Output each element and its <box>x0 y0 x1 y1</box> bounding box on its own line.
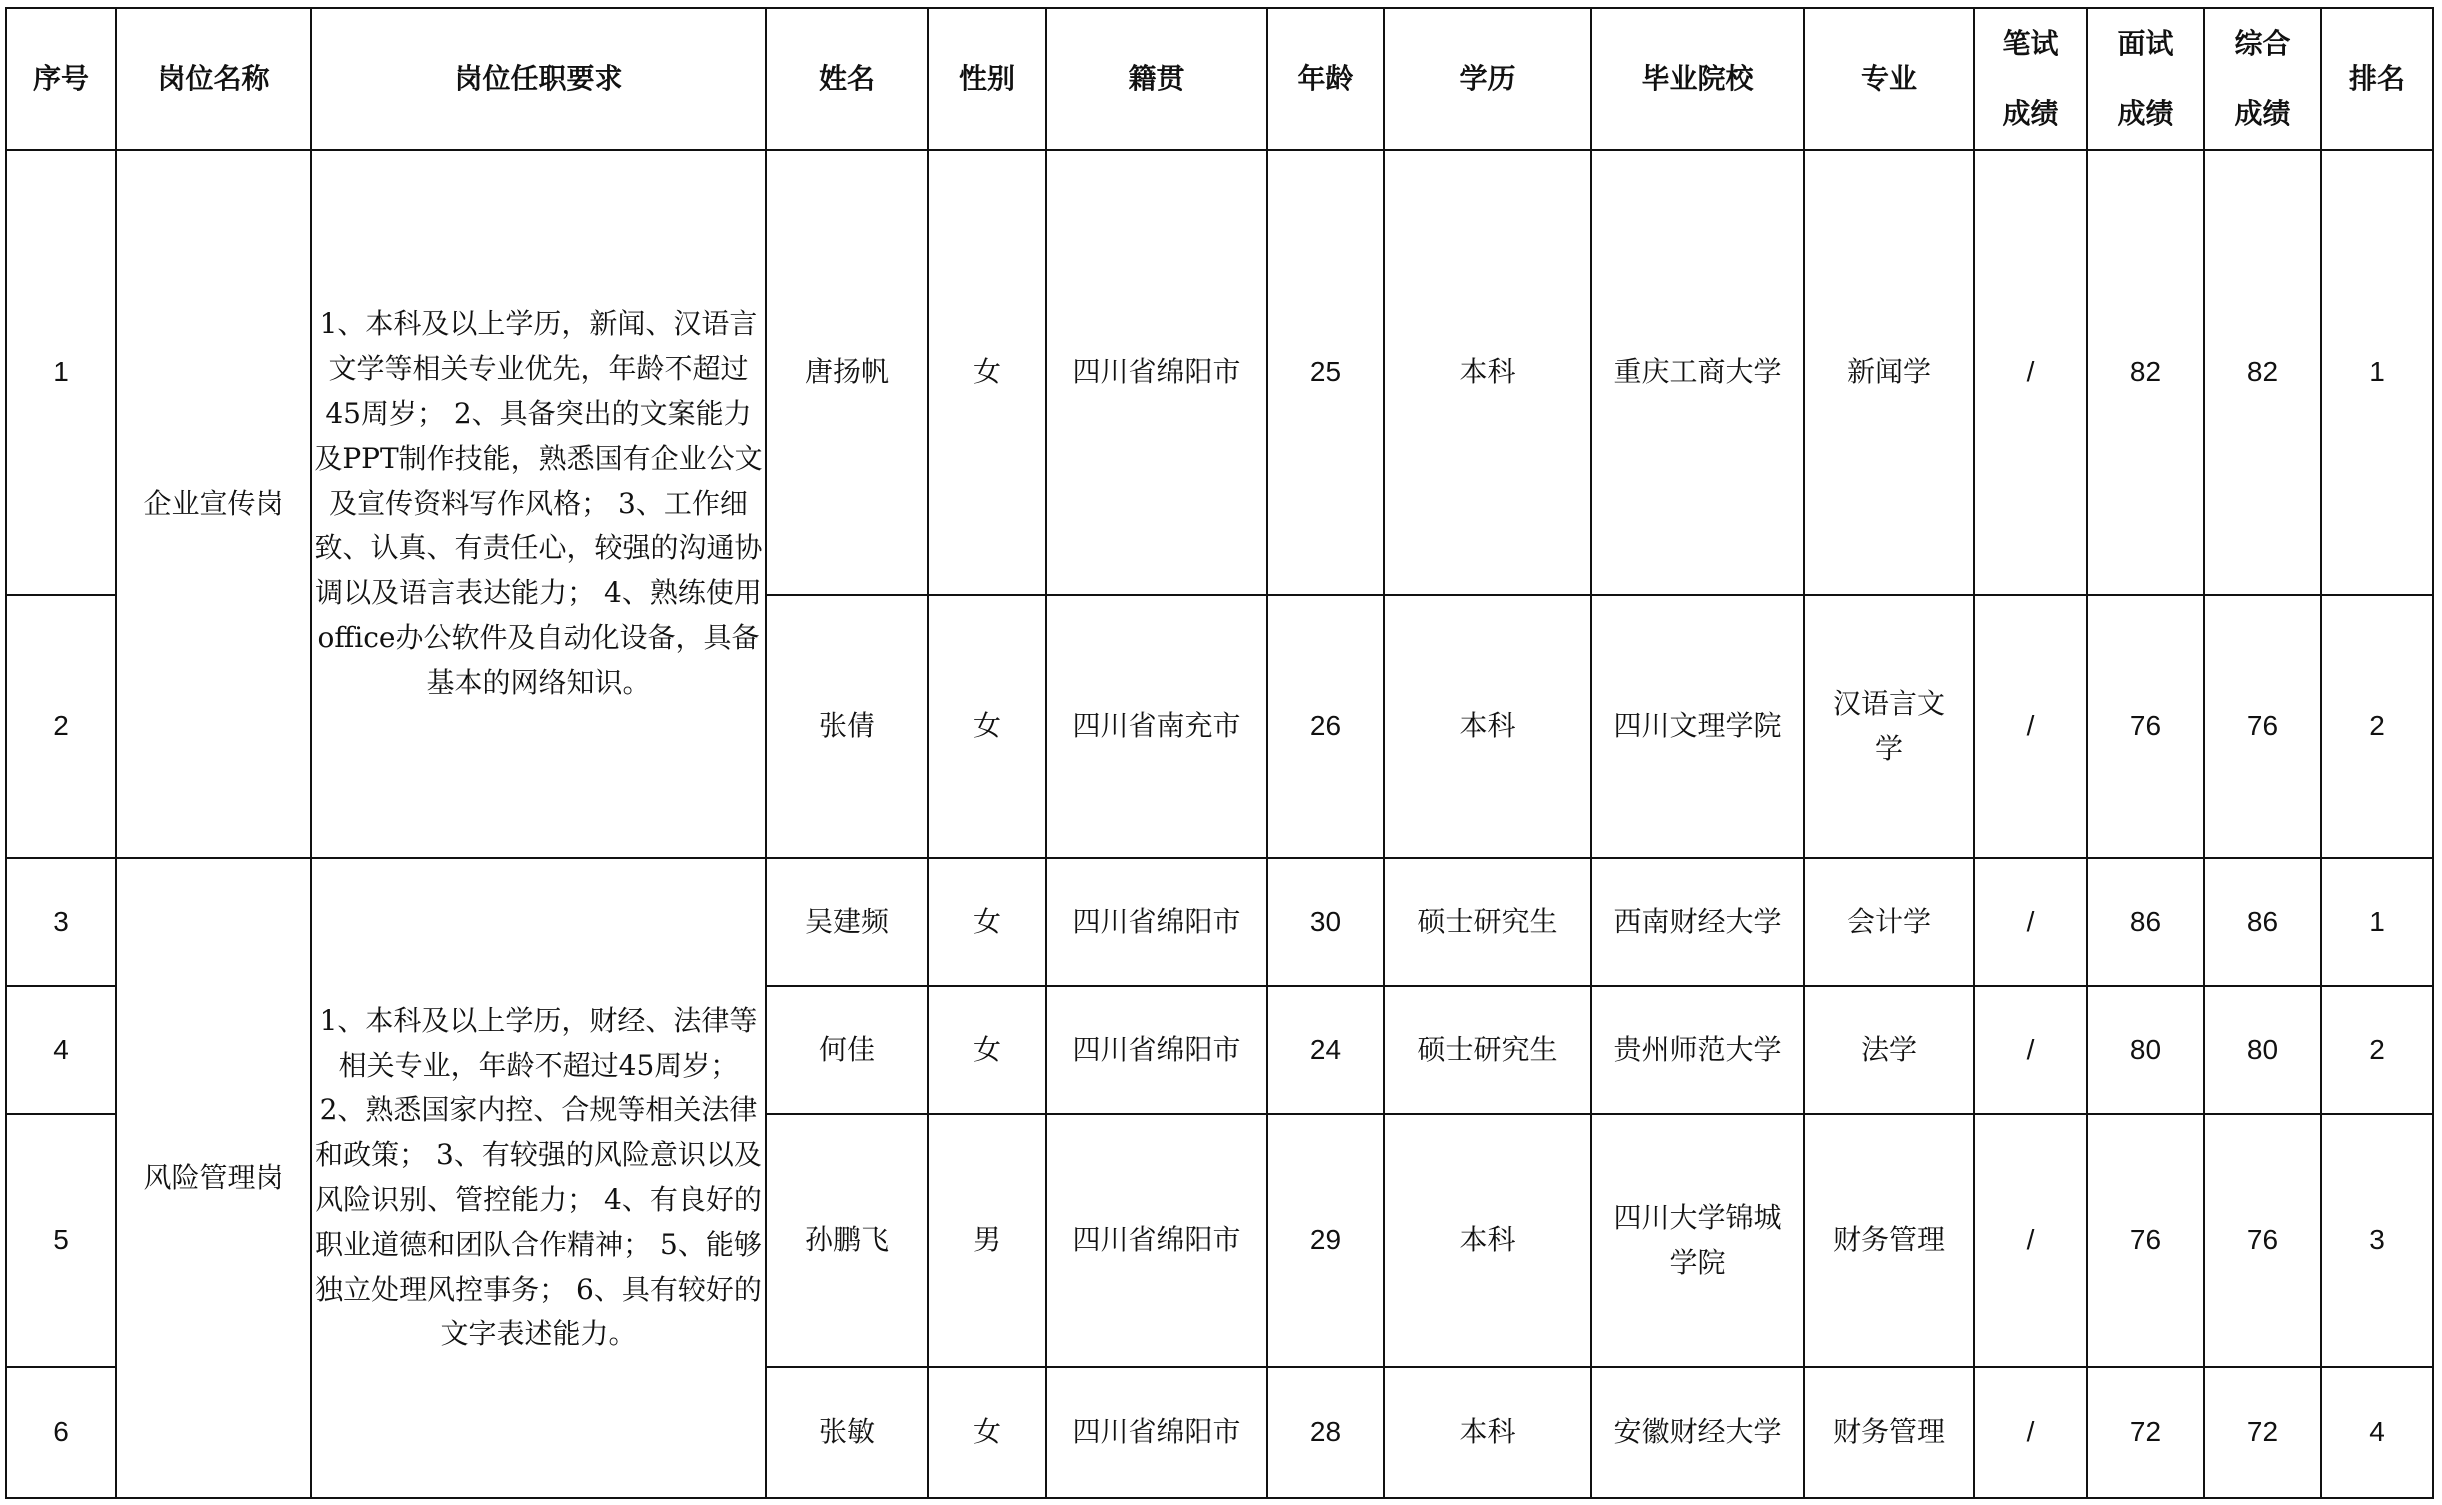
cell-education: 本科 <box>1384 595 1591 858</box>
header-row <box>6 8 2433 150</box>
cell-total-score: 76 <box>2204 1114 2321 1367</box>
cell-origin: 四川省南充市 <box>1046 595 1267 858</box>
cell-interview-score: 82 <box>2087 150 2204 595</box>
cell-school: 重庆工商大学 <box>1591 150 1804 595</box>
cell-requirements: 1、本科及以上学历，新闻、汉语言文学等相关专业优先，年龄不超过45周岁； 2、具备突出的文案能力及PPT制作技能，熟悉国有企业公文及宣传资料写作风格； 3、工作细致、认真、有责任心，较强的沟通协调以及语言表达能力； 4、熟练使用office办公软件及自动化设备，具备基本的网络知识。 <box>311 150 766 858</box>
header-origin: 籍贯 <box>1046 8 1267 150</box>
cell-gender: 女 <box>928 986 1046 1114</box>
candidate-results-table <box>5 7 2434 1499</box>
header-rank: 排名 <box>2321 8 2433 150</box>
cell-name: 张倩 <box>766 595 928 858</box>
cell-written-score: / <box>1974 986 2087 1114</box>
cell-interview-score: 80 <box>2087 986 2204 1114</box>
cell-no: 3 <box>6 858 116 986</box>
cell-name: 吴建频 <box>766 858 928 986</box>
cell-written-score: / <box>1974 858 2087 986</box>
cell-school: 四川大学锦城学院 <box>1591 1114 1804 1367</box>
cell-name: 孙鹏飞 <box>766 1114 928 1367</box>
cell-origin: 四川省绵阳市 <box>1046 858 1267 986</box>
cell-interview-score: 76 <box>2087 595 2204 858</box>
header-total-line-2: 成绩 <box>2234 97 2291 130</box>
cell-name: 唐扬帆 <box>766 150 928 595</box>
cell-origin: 四川省绵阳市 <box>1046 986 1267 1114</box>
cell-school: 贵州师范大学 <box>1591 986 1804 1114</box>
header-requirements: 岗位任职要求 <box>311 8 766 150</box>
header-school: 毕业院校 <box>1591 8 1804 150</box>
table-row <box>6 150 2433 595</box>
cell-written-score: / <box>1974 1367 2087 1498</box>
header-post: 岗位名称 <box>116 8 311 150</box>
header-interview-line-1: 面试 <box>2117 27 2174 60</box>
cell-age: 28 <box>1267 1367 1384 1498</box>
cell-school: 四川文理学院 <box>1591 595 1804 858</box>
cell-origin: 四川省绵阳市 <box>1046 1114 1267 1367</box>
cell-gender: 女 <box>928 858 1046 986</box>
cell-no: 6 <box>6 1367 116 1498</box>
cell-requirements: 1、本科及以上学历，财经、法律等相关专业，年龄不超过45周岁； 2、熟悉国家内控、合规等相关法律和政策； 3、有较强的风险意识以及风险识别、管控能力； 4、有良好的职业道德和团队合作精神； 5、能够独立处理风控事务； 6、具有较好的文字表述能力。 <box>311 858 766 1498</box>
header-major: 专业 <box>1804 8 1974 150</box>
cell-total-score: 76 <box>2204 595 2321 858</box>
cell-education: 硕士研究生 <box>1384 986 1591 1114</box>
cell-age: 29 <box>1267 1114 1384 1367</box>
cell-gender: 女 <box>928 150 1046 595</box>
header-education: 学历 <box>1384 8 1591 150</box>
cell-interview-score: 86 <box>2087 858 2204 986</box>
header-no: 序号 <box>6 8 116 150</box>
cell-post: 风险管理岗 <box>116 858 311 1498</box>
cell-total-score: 72 <box>2204 1367 2321 1498</box>
cell-no: 2 <box>6 595 116 858</box>
cell-total-score: 80 <box>2204 986 2321 1114</box>
cell-gender: 男 <box>928 1114 1046 1367</box>
cell-major: 会计学 <box>1804 858 1974 986</box>
header-written-line-1: 笔试 <box>2002 27 2059 60</box>
cell-gender: 女 <box>928 1367 1046 1498</box>
cell-origin: 四川省绵阳市 <box>1046 1367 1267 1498</box>
cell-age: 26 <box>1267 595 1384 858</box>
header-name: 姓名 <box>766 8 928 150</box>
header-age: 年龄 <box>1267 8 1384 150</box>
cell-rank: 3 <box>2321 1114 2433 1367</box>
cell-no: 4 <box>6 986 116 1114</box>
cell-major: 财务管理 <box>1804 1114 1974 1367</box>
cell-rank: 1 <box>2321 858 2433 986</box>
cell-name: 何佳 <box>766 986 928 1114</box>
cell-interview-score: 76 <box>2087 1114 2204 1367</box>
cell-age: 24 <box>1267 986 1384 1114</box>
cell-major: 新闻学 <box>1804 150 1974 595</box>
cell-rank: 4 <box>2321 1367 2433 1498</box>
cell-post: 企业宣传岗 <box>116 150 311 858</box>
cell-age: 30 <box>1267 858 1384 986</box>
header-total-score <box>2204 8 2321 150</box>
cell-total-score: 86 <box>2204 858 2321 986</box>
cell-no: 1 <box>6 150 116 595</box>
cell-major: 法学 <box>1804 986 1974 1114</box>
cell-rank: 1 <box>2321 150 2433 595</box>
header-written-score <box>1974 8 2087 150</box>
cell-name: 张敏 <box>766 1367 928 1498</box>
table-row <box>6 858 2433 986</box>
cell-origin: 四川省绵阳市 <box>1046 150 1267 595</box>
cell-rank: 2 <box>2321 595 2433 858</box>
cell-written-score: / <box>1974 1114 2087 1367</box>
cell-education: 本科 <box>1384 1114 1591 1367</box>
header-written-line-2: 成绩 <box>2002 97 2059 130</box>
header-total-line-1: 综合 <box>2234 27 2291 60</box>
cell-rank: 2 <box>2321 986 2433 1114</box>
cell-written-score: / <box>1974 595 2087 858</box>
cell-interview-score: 72 <box>2087 1367 2204 1498</box>
cell-major: 财务管理 <box>1804 1367 1974 1498</box>
cell-education: 本科 <box>1384 1367 1591 1498</box>
cell-age: 25 <box>1267 150 1384 595</box>
cell-written-score: / <box>1974 150 2087 595</box>
header-interview-line-2: 成绩 <box>2117 97 2174 130</box>
cell-school: 西南财经大学 <box>1591 858 1804 986</box>
header-interview-score <box>2087 8 2204 150</box>
cell-gender: 女 <box>928 595 1046 858</box>
cell-total-score: 82 <box>2204 150 2321 595</box>
cell-major: 汉语言文学 <box>1804 595 1974 858</box>
cell-school: 安徽财经大学 <box>1591 1367 1804 1498</box>
header-gender: 性别 <box>928 8 1046 150</box>
cell-no: 5 <box>6 1114 116 1367</box>
cell-education: 硕士研究生 <box>1384 858 1591 986</box>
cell-education: 本科 <box>1384 150 1591 595</box>
